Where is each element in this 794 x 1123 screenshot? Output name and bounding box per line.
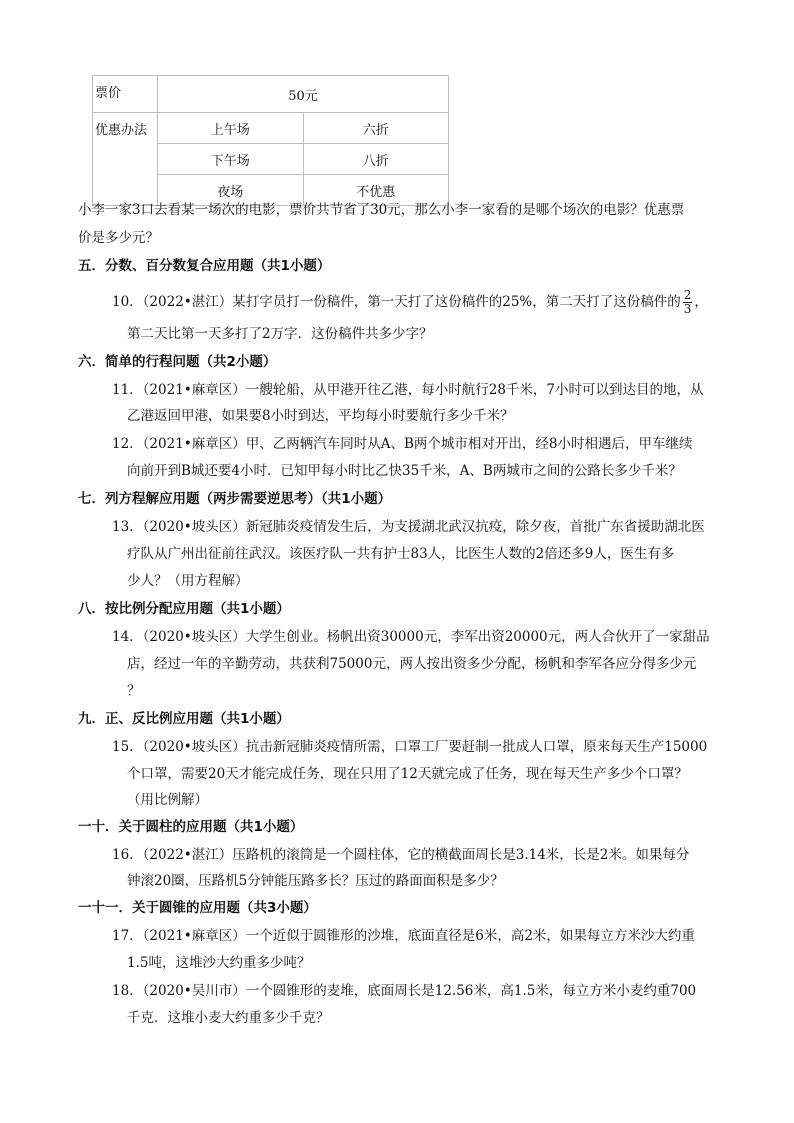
section-heading-8: 八．按比例分配应用题（共1小题） <box>78 601 290 617</box>
session-cell: 夜场 <box>158 175 304 206</box>
section-heading-11: 一十一．关于圆锥的应用题（共3小题） <box>78 900 317 916</box>
q10-line-2: 第二天比第一天多打了2万字．这份稿件共多少字？ <box>127 326 433 342</box>
table-row <box>93 76 449 113</box>
section-heading-6: 六．简单的行程问题（共2小题） <box>78 354 277 370</box>
q11-line-1: 11．（2021•麻章区）一艘轮船，从甲港开往乙港，每小时航行28千米，7小时可以到达目的地，从 <box>112 382 704 398</box>
discount-cell: 不优惠 <box>303 175 449 206</box>
q17-line-1: 17．（2021•麻章区）一个近似于圆锥形的沙堆，底面直径是6米，高2米，如果每立方米沙大约重 <box>112 928 695 944</box>
fraction-denominator: 3 <box>683 302 692 316</box>
q10-tail: ， <box>694 294 708 310</box>
q12-line-2: 向前开到B城还要4小时．已知甲每小时比乙快35千米，A、B两城市之间的公路长多少千米？ <box>127 463 682 479</box>
q10-line-1 <box>112 289 708 316</box>
section-heading-10: 一十．关于圆柱的应用题（共1小题） <box>78 819 304 835</box>
q15-line-3: （用比例解） <box>127 792 208 808</box>
q13-line-2: 疗队从广州出征前往武汉。该医疗队一共有护士83人，比医生人数的2倍还多9人，医生有多 <box>127 546 675 562</box>
ticket-price-table <box>92 75 449 206</box>
q18-line-1: 18．（2020•吴川市）一个圆锥形的麦堆，底面周长是12.56米，高1.5米，每立方米小麦约重700 <box>112 983 697 999</box>
q16-line-2: 钟滚20圈，压路机5分钟能压路多长？压过的路面面积是多少？ <box>127 873 504 889</box>
q14-line-3: ？ <box>127 683 141 699</box>
q16-line-1: 16．（2022•湛江）压路机的滚筒是一个圆柱体，它的横截面周长是3.14米，长是2米。如果每分 <box>112 847 690 863</box>
price-value-cell: 50元 <box>158 76 449 113</box>
intro-problem-line-1: 小李一家3口去看某一场次的电影，票价共节省了30元，那么小李一家看的是哪个场次的电影？优惠票 <box>78 202 685 218</box>
q11-line-2: 乙港返回甲港，如果要8小时到达，平均每小时要航行多少千米？ <box>127 408 514 424</box>
discount-label-cell: 优惠办法 <box>93 113 158 206</box>
session-cell: 下午场 <box>158 144 304 175</box>
section-heading-5: 五．分数、百分数复合应用题（共1小题） <box>78 258 331 274</box>
q17-line-2: 1.5吨，这堆沙大约重多少吨？ <box>127 955 311 971</box>
q15-line-1: 15．（2020•坡头区）抗击新冠肺炎疫情所需，口罩工厂要赶制一批成人口罩，原来每天生产15000 <box>112 739 708 755</box>
q14-line-2: 店，经过一年的辛勤劳动，共获利75000元，两人按出资多少分配，杨帆和李军各应分得多少元 <box>127 656 697 672</box>
q15-line-2: 个口罩，需要20天才能完成任务，现在只用了12天就完成了任务，现在每天生产多少个口罩？ <box>127 766 688 782</box>
q13-line-3: 少人？（用方程解） <box>127 573 249 589</box>
discount-cell: 六折 <box>303 113 449 144</box>
price-label-cell: 票价 <box>93 76 158 113</box>
fraction <box>683 289 693 316</box>
q14-line-1: 14．（2020•坡头区）大学生创业。杨帆出资30000元，李军出资20000元，两人合伙开了一家甜品 <box>112 629 710 645</box>
table-row <box>93 113 449 144</box>
section-heading-7: 七．列方程解应用题（两步需要逆思考）（共1小题） <box>78 491 392 507</box>
q18-line-2: 千克．这堆小麦大约重多少千克？ <box>127 1010 330 1026</box>
discount-cell: 八折 <box>303 144 449 175</box>
intro-problem-line-2: 价是多少元？ <box>78 230 159 246</box>
fraction-numerator: 2 <box>683 288 692 302</box>
q13-line-1: 13．（2020•坡头区）新冠肺炎疫情发生后，为支援湖北武汉抗疫，除夕夜，首批广东省援助湖北医 <box>112 519 705 535</box>
session-cell: 上午场 <box>158 113 304 144</box>
section-heading-9: 九．正、反比例应用题（共1小题） <box>78 711 290 727</box>
q10-head: 10．（2022•湛江）某打字员打一份稿件，第一天打了这份稿件的25%，第二天打了这份稿件的 <box>112 294 681 310</box>
q12-line-1: 12．（2021•麻章区）甲、乙两辆汽车同时从A、B两个城市相对开出，经8小时相遇后，甲车继续 <box>112 436 693 452</box>
